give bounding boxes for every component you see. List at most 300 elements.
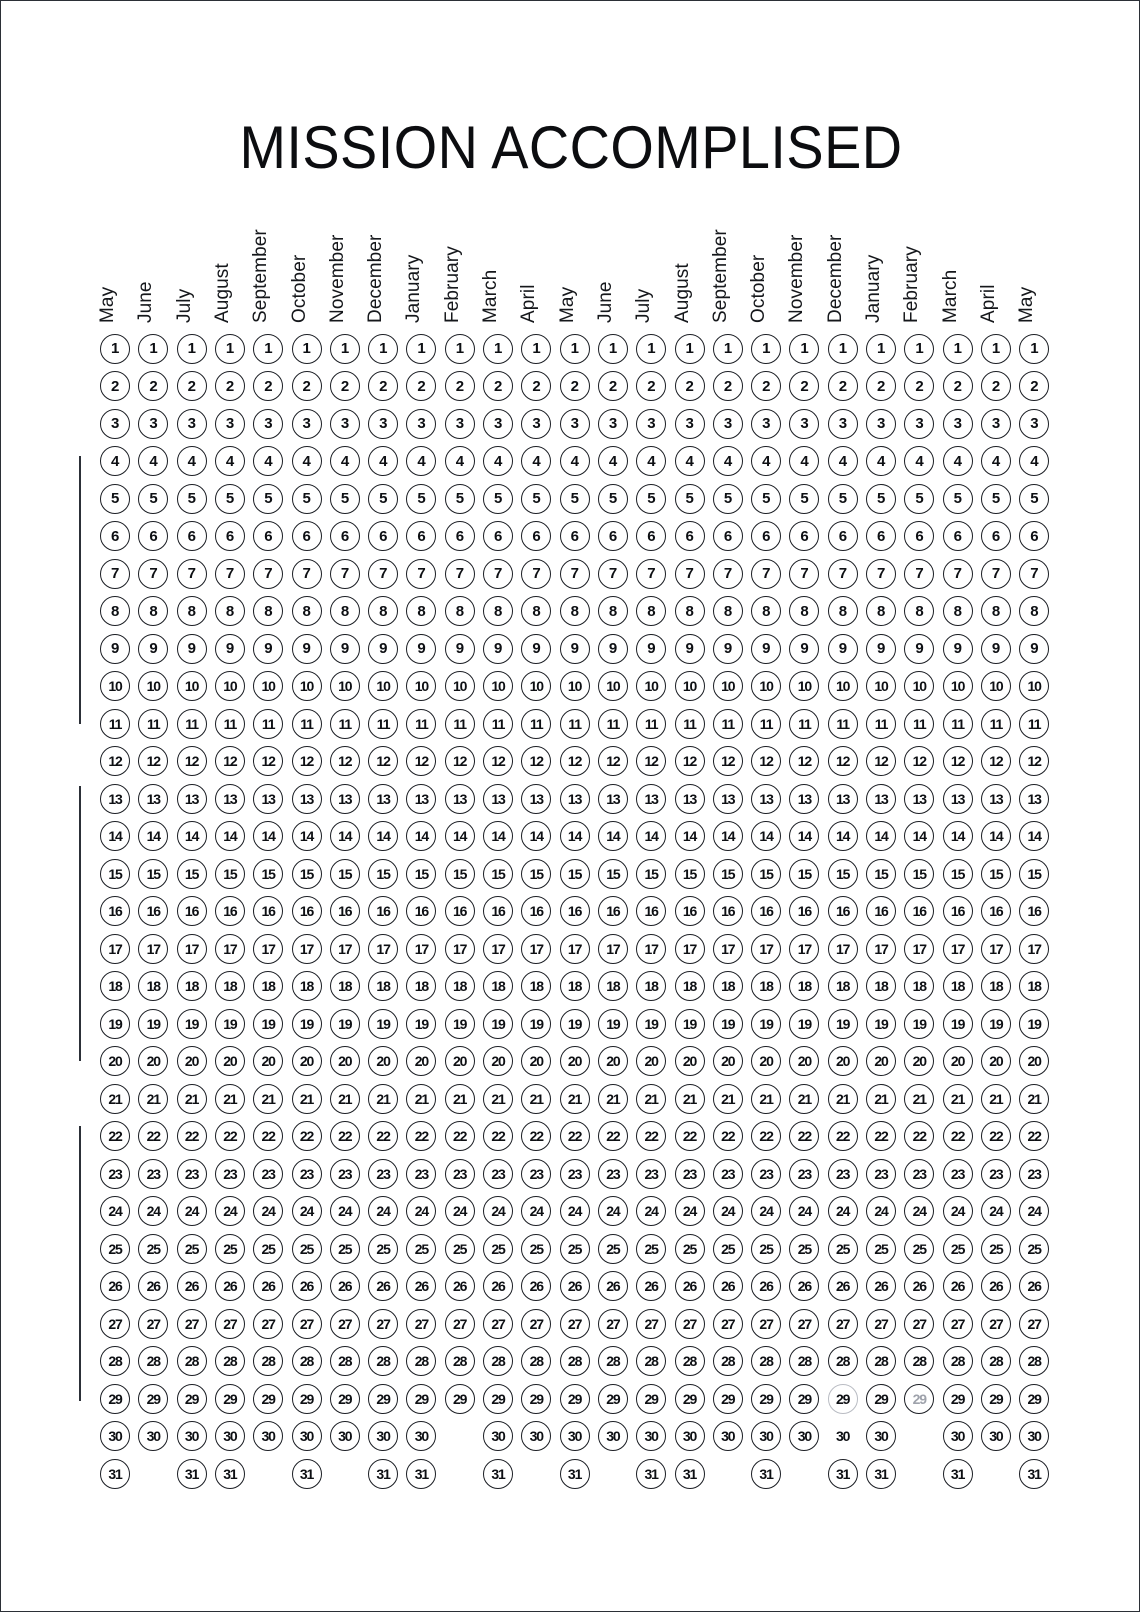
day-cell[interactable] [748,707,784,740]
day-circle[interactable]: 17 [521,934,551,964]
day-cell[interactable] [250,445,286,478]
day-circle[interactable]: 17 [445,934,475,964]
day-cell[interactable] [250,707,286,740]
day-circle[interactable]: 22 [330,1121,360,1151]
day-cell[interactable] [633,482,669,515]
day-cell[interactable] [786,1007,822,1040]
day-cell[interactable] [595,520,631,553]
day-circle[interactable]: 31 [368,1459,398,1489]
day-circle[interactable]: 13 [904,784,934,814]
day-cell[interactable] [1016,632,1052,665]
day-circle[interactable]: 30 [521,1421,551,1451]
day-cell[interactable] [825,370,861,403]
day-cell[interactable] [365,520,401,553]
day-circle[interactable]: 23 [560,1159,590,1189]
day-circle[interactable]: 23 [981,1159,1011,1189]
day-cell[interactable] [250,745,286,778]
day-cell[interactable] [863,970,899,1003]
day-cell[interactable] [1016,1307,1052,1340]
day-circle[interactable]: 21 [1019,1084,1049,1114]
day-cell[interactable] [786,857,822,890]
day-cell[interactable] [863,820,899,853]
day-circle[interactable]: 20 [253,1046,283,1076]
day-cell[interactable] [863,1307,899,1340]
day-cell[interactable] [135,1307,171,1340]
day-circle[interactable]: 14 [560,821,590,851]
day-circle[interactable]: 15 [636,859,666,889]
day-circle[interactable]: 3 [253,409,283,439]
day-circle[interactable]: 11 [292,709,322,739]
day-circle[interactable]: 22 [138,1121,168,1151]
day-circle[interactable]: 17 [904,934,934,964]
day-cell[interactable] [289,782,325,815]
day-cell[interactable] [672,445,708,478]
day-cell[interactable] [786,1345,822,1378]
day-circle[interactable]: 30 [943,1421,973,1451]
day-circle[interactable]: 11 [560,709,590,739]
day-cell[interactable] [250,1382,286,1415]
day-cell[interactable] [212,1270,248,1303]
day-cell[interactable] [212,857,248,890]
day-circle[interactable]: 21 [636,1084,666,1114]
day-cell[interactable] [97,407,133,440]
day-circle[interactable]: 7 [138,559,168,589]
day-cell[interactable] [672,970,708,1003]
day-cell[interactable] [480,632,516,665]
day-cell[interactable] [748,895,784,928]
day-cell[interactable] [595,407,631,440]
day-circle[interactable]: 7 [598,559,628,589]
day-circle[interactable]: 9 [560,634,590,664]
day-circle[interactable]: 26 [828,1271,858,1301]
day-cell[interactable] [786,332,822,365]
day-circle[interactable]: 27 [177,1309,207,1339]
day-circle[interactable]: 22 [636,1121,666,1151]
day-circle[interactable]: 10 [368,671,398,701]
day-circle[interactable]: 24 [981,1196,1011,1226]
day-circle[interactable]: 12 [789,746,819,776]
day-cell[interactable] [978,820,1014,853]
day-cell[interactable] [250,857,286,890]
day-circle[interactable]: 4 [1019,446,1049,476]
day-cell[interactable] [212,1045,248,1078]
day-cell[interactable] [403,482,439,515]
day-cell[interactable] [825,407,861,440]
day-cell[interactable] [595,370,631,403]
day-cell[interactable] [327,1082,363,1115]
day-circle[interactable]: 29 [904,1384,934,1414]
day-cell[interactable] [557,1157,593,1190]
day-cell[interactable] [135,970,171,1003]
day-circle[interactable]: 8 [138,596,168,626]
day-circle[interactable]: 19 [177,1009,207,1039]
day-cell[interactable] [403,557,439,590]
day-cell[interactable] [174,370,210,403]
day-cell[interactable] [518,1270,554,1303]
day-circle[interactable]: 23 [789,1159,819,1189]
day-circle[interactable]: 18 [713,971,743,1001]
day-cell[interactable] [748,407,784,440]
day-cell[interactable] [518,595,554,628]
day-cell[interactable] [940,1270,976,1303]
day-cell[interactable] [403,1120,439,1153]
day-cell[interactable] [672,895,708,928]
day-cell[interactable] [901,1082,937,1115]
day-circle[interactable]: 4 [560,446,590,476]
day-cell[interactable] [978,520,1014,553]
day-cell[interactable] [940,370,976,403]
day-circle[interactable]: 23 [598,1159,628,1189]
day-circle[interactable]: 23 [406,1159,436,1189]
day-cell[interactable] [825,557,861,590]
day-cell[interactable] [289,1307,325,1340]
day-circle[interactable]: 30 [292,1421,322,1451]
day-cell[interactable] [825,1232,861,1265]
day-circle[interactable]: 9 [177,634,207,664]
day-circle[interactable]: 1 [675,334,705,364]
day-cell[interactable] [633,1382,669,1415]
day-cell[interactable] [748,970,784,1003]
day-circle[interactable]: 11 [100,709,130,739]
day-circle[interactable]: 26 [253,1271,283,1301]
day-circle[interactable]: 7 [904,559,934,589]
day-circle[interactable]: 22 [100,1121,130,1151]
day-circle[interactable]: 14 [253,821,283,851]
day-circle[interactable]: 16 [521,896,551,926]
day-cell[interactable] [825,1270,861,1303]
day-circle[interactable]: 1 [943,334,973,364]
day-cell[interactable] [442,1270,478,1303]
day-circle[interactable]: 6 [100,521,130,551]
day-cell[interactable] [940,407,976,440]
day-cell[interactable] [710,1082,746,1115]
day-circle[interactable]: 18 [636,971,666,1001]
day-cell[interactable] [403,970,439,1003]
day-circle[interactable]: 11 [445,709,475,739]
day-cell[interactable] [174,557,210,590]
day-cell[interactable] [403,407,439,440]
day-cell[interactable] [786,1195,822,1228]
day-cell[interactable] [940,820,976,853]
day-cell[interactable] [557,1457,593,1490]
day-cell[interactable] [289,1195,325,1228]
day-circle[interactable]: 16 [445,896,475,926]
day-cell[interactable] [978,745,1014,778]
day-circle[interactable]: 24 [828,1196,858,1226]
day-circle[interactable]: 1 [828,334,858,364]
day-circle[interactable]: 28 [789,1346,819,1376]
day-cell[interactable] [672,370,708,403]
day-cell[interactable] [480,370,516,403]
day-circle[interactable]: 7 [866,559,896,589]
day-cell[interactable] [97,482,133,515]
day-cell[interactable] [940,1082,976,1115]
day-cell[interactable] [825,1120,861,1153]
day-circle[interactable]: 5 [751,484,781,514]
day-cell[interactable] [863,857,899,890]
day-cell[interactable] [557,670,593,703]
day-cell[interactable] [748,1120,784,1153]
day-cell[interactable] [174,1232,210,1265]
day-cell[interactable] [212,1232,248,1265]
day-circle[interactable]: 15 [789,859,819,889]
day-circle[interactable]: 4 [215,446,245,476]
day-cell[interactable] [480,1382,516,1415]
day-cell[interactable] [978,1007,1014,1040]
day-circle[interactable]: 24 [521,1196,551,1226]
day-circle[interactable]: 5 [598,484,628,514]
day-cell[interactable] [595,970,631,1003]
day-cell[interactable] [748,1232,784,1265]
day-cell[interactable] [940,482,976,515]
day-cell[interactable] [518,745,554,778]
day-cell[interactable] [595,482,631,515]
day-cell[interactable] [863,895,899,928]
day-cell[interactable] [901,895,937,928]
day-circle[interactable]: 16 [138,896,168,926]
day-cell[interactable] [518,1007,554,1040]
day-cell[interactable] [327,1345,363,1378]
day-circle[interactable]: 24 [445,1196,475,1226]
day-circle[interactable]: 3 [368,409,398,439]
day-cell[interactable] [978,1270,1014,1303]
day-circle[interactable]: 15 [904,859,934,889]
day-cell[interactable] [403,895,439,928]
day-circle[interactable]: 24 [253,1196,283,1226]
day-circle[interactable]: 16 [981,896,1011,926]
day-cell[interactable] [97,782,133,815]
day-cell[interactable] [940,332,976,365]
day-cell[interactable] [442,1232,478,1265]
day-cell[interactable] [786,1082,822,1115]
day-circle[interactable]: 3 [943,409,973,439]
day-circle[interactable]: 20 [560,1046,590,1076]
day-circle[interactable]: 25 [789,1234,819,1264]
day-circle[interactable]: 5 [292,484,322,514]
day-cell[interactable] [825,895,861,928]
day-cell[interactable] [557,820,593,853]
day-cell[interactable] [327,670,363,703]
day-cell[interactable] [480,895,516,928]
day-cell[interactable] [557,370,593,403]
day-cell[interactable] [289,407,325,440]
day-circle[interactable]: 18 [828,971,858,1001]
day-circle[interactable]: 16 [636,896,666,926]
day-cell[interactable] [1016,1270,1052,1303]
day-cell[interactable] [97,932,133,965]
day-cell[interactable] [1016,745,1052,778]
day-cell[interactable] [442,745,478,778]
day-circle[interactable]: 20 [292,1046,322,1076]
day-cell[interactable] [212,895,248,928]
day-circle[interactable]: 15 [981,859,1011,889]
day-cell[interactable] [97,1232,133,1265]
day-cell[interactable] [174,1195,210,1228]
day-cell[interactable] [595,1045,631,1078]
day-circle[interactable]: 29 [406,1384,436,1414]
day-circle[interactable]: 13 [406,784,436,814]
day-cell[interactable] [940,557,976,590]
day-circle[interactable]: 14 [330,821,360,851]
day-circle[interactable]: 23 [713,1159,743,1189]
day-circle[interactable]: 11 [636,709,666,739]
day-circle[interactable]: 13 [330,784,360,814]
day-circle[interactable]: 8 [675,596,705,626]
day-circle[interactable]: 17 [292,934,322,964]
day-cell[interactable] [557,632,593,665]
day-cell[interactable] [940,1232,976,1265]
day-cell[interactable] [786,1157,822,1190]
day-cell[interactable] [212,370,248,403]
day-cell[interactable] [212,557,248,590]
day-circle[interactable]: 5 [866,484,896,514]
day-cell[interactable] [901,595,937,628]
day-circle[interactable]: 12 [521,746,551,776]
day-cell[interactable] [518,1307,554,1340]
day-cell[interactable] [442,1307,478,1340]
day-cell[interactable] [633,520,669,553]
day-circle[interactable]: 14 [406,821,436,851]
day-cell[interactable] [633,1345,669,1378]
day-circle[interactable]: 30 [713,1421,743,1451]
day-circle[interactable]: 13 [751,784,781,814]
day-circle[interactable]: 20 [636,1046,666,1076]
day-circle[interactable]: 18 [100,971,130,1001]
day-circle[interactable]: 30 [675,1421,705,1451]
day-cell[interactable] [135,782,171,815]
day-circle[interactable]: 5 [177,484,207,514]
day-cell[interactable] [212,1345,248,1378]
day-cell[interactable] [595,1420,631,1453]
day-cell[interactable] [901,1345,937,1378]
day-cell[interactable] [403,670,439,703]
day-circle[interactable]: 27 [713,1309,743,1339]
day-cell[interactable] [518,557,554,590]
day-cell[interactable] [710,1007,746,1040]
day-cell[interactable] [863,1195,899,1228]
day-circle[interactable]: 15 [445,859,475,889]
day-cell[interactable] [748,1420,784,1453]
day-cell[interactable] [174,1045,210,1078]
day-circle[interactable]: 15 [521,859,551,889]
day-cell[interactable] [786,407,822,440]
day-circle[interactable]: 22 [713,1121,743,1151]
day-circle[interactable]: 22 [866,1121,896,1151]
day-cell[interactable] [365,895,401,928]
day-circle[interactable]: 3 [330,409,360,439]
day-circle[interactable]: 31 [406,1459,436,1489]
day-circle[interactable]: 20 [866,1046,896,1076]
day-circle[interactable]: 17 [751,934,781,964]
day-cell[interactable] [863,1420,899,1453]
day-cell[interactable] [901,445,937,478]
day-circle[interactable]: 15 [713,859,743,889]
day-cell[interactable] [1016,520,1052,553]
day-circle[interactable]: 20 [713,1046,743,1076]
day-cell[interactable] [365,632,401,665]
day-cell[interactable] [633,895,669,928]
day-circle[interactable]: 2 [713,371,743,401]
day-cell[interactable] [289,932,325,965]
day-circle[interactable]: 11 [253,709,283,739]
day-cell[interactable] [480,1082,516,1115]
day-circle[interactable]: 2 [828,371,858,401]
day-circle[interactable]: 30 [368,1421,398,1451]
day-cell[interactable] [97,1270,133,1303]
day-cell[interactable] [557,332,593,365]
day-cell[interactable] [710,1232,746,1265]
day-circle[interactable]: 22 [904,1121,934,1151]
day-circle[interactable]: 27 [636,1309,666,1339]
day-cell[interactable] [825,707,861,740]
day-cell[interactable] [825,670,861,703]
day-cell[interactable] [748,745,784,778]
day-circle[interactable]: 29 [138,1384,168,1414]
day-circle[interactable]: 26 [100,1271,130,1301]
day-circle[interactable]: 18 [943,971,973,1001]
day-cell[interactable] [786,1270,822,1303]
day-cell[interactable] [403,520,439,553]
day-cell[interactable] [97,1157,133,1190]
day-cell[interactable] [365,1232,401,1265]
day-cell[interactable] [748,1082,784,1115]
day-circle[interactable]: 5 [138,484,168,514]
day-cell[interactable] [212,332,248,365]
day-cell[interactable] [327,1270,363,1303]
day-circle[interactable]: 9 [445,634,475,664]
day-cell[interactable] [595,1082,631,1115]
day-cell[interactable] [863,1345,899,1378]
day-cell[interactable] [480,1045,516,1078]
day-circle[interactable]: 5 [521,484,551,514]
day-cell[interactable] [97,1307,133,1340]
day-cell[interactable] [595,332,631,365]
day-circle[interactable]: 26 [138,1271,168,1301]
day-circle[interactable]: 12 [904,746,934,776]
day-circle[interactable]: 12 [138,746,168,776]
day-circle[interactable]: 20 [138,1046,168,1076]
day-circle[interactable]: 30 [751,1421,781,1451]
day-circle[interactable]: 29 [292,1384,322,1414]
day-cell[interactable] [480,1157,516,1190]
day-circle[interactable]: 14 [866,821,896,851]
day-circle[interactable]: 29 [866,1384,896,1414]
day-circle[interactable]: 31 [675,1459,705,1489]
day-cell[interactable] [250,1082,286,1115]
day-circle[interactable]: 22 [943,1121,973,1151]
day-circle[interactable]: 13 [177,784,207,814]
day-circle[interactable]: 22 [445,1121,475,1151]
day-circle[interactable]: 20 [943,1046,973,1076]
day-circle[interactable]: 8 [828,596,858,626]
day-cell[interactable] [710,1307,746,1340]
day-circle[interactable]: 12 [981,746,1011,776]
day-circle[interactable]: 23 [177,1159,207,1189]
day-cell[interactable] [978,970,1014,1003]
day-circle[interactable]: 7 [483,559,513,589]
day-cell[interactable] [940,857,976,890]
day-circle[interactable]: 29 [100,1384,130,1414]
day-cell[interactable] [135,445,171,478]
day-circle[interactable]: 6 [904,521,934,551]
day-cell[interactable] [135,520,171,553]
day-cell[interactable] [786,632,822,665]
day-cell[interactable] [710,782,746,815]
day-circle[interactable]: 28 [981,1346,1011,1376]
day-circle[interactable]: 13 [138,784,168,814]
day-circle[interactable]: 23 [751,1159,781,1189]
day-circle[interactable]: 31 [177,1459,207,1489]
